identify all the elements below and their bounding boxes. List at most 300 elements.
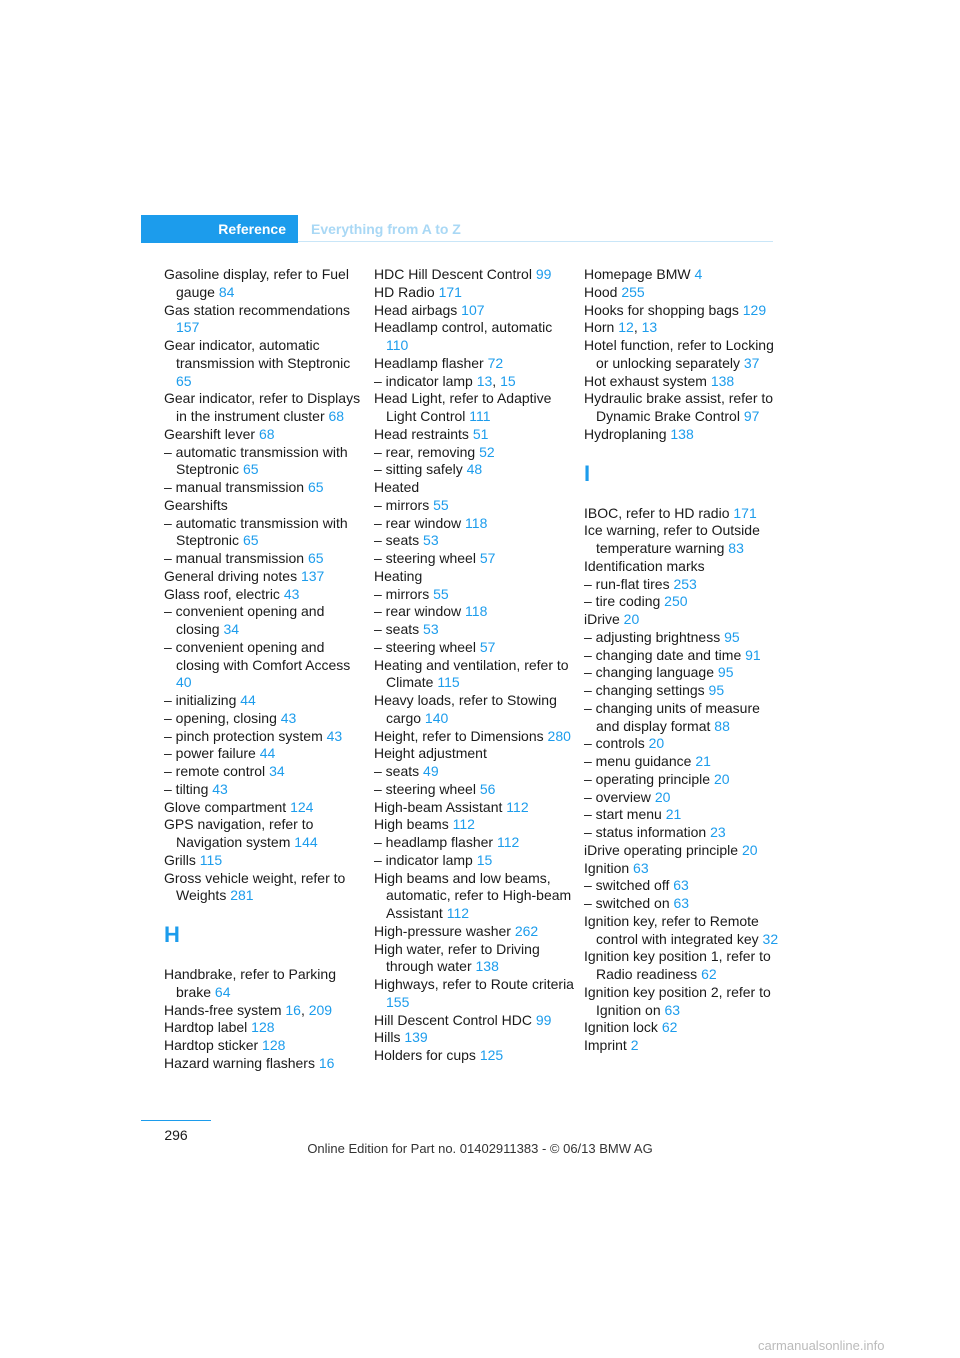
index-entry xyxy=(584,505,784,523)
index-entry xyxy=(374,532,574,550)
index-entry-text: Gas station recommendations xyxy=(164,301,350,318)
index-entry xyxy=(374,639,574,657)
index-entry-text: Head Light, refer to Adaptive Light Control xyxy=(374,390,552,424)
index-entry xyxy=(164,870,364,906)
index-entry-text: Headlamp flasher xyxy=(374,354,484,371)
page-reference-link[interactable]: 95 xyxy=(717,664,734,681)
index-entry xyxy=(164,763,364,781)
page-reference-link[interactable]: 62 xyxy=(661,1019,678,1036)
index-entry-text: – tilting xyxy=(164,780,209,797)
index-entry-text: – mirrors xyxy=(374,585,430,602)
index-entry-text: – controls xyxy=(584,735,645,752)
index-entry-text: Hands-free system xyxy=(164,1001,282,1018)
page-reference-link[interactable]: 20 xyxy=(648,735,665,752)
index-entry xyxy=(584,664,784,682)
index-entry-text: IBOC, refer to HD radio xyxy=(584,504,730,521)
page-reference-link[interactable]: 4 xyxy=(694,266,703,282)
header-rule xyxy=(298,241,773,242)
index-entry xyxy=(164,692,364,710)
index-entry-text: – headlamp flasher xyxy=(374,834,494,850)
index-entry-text: – adjusting brightness xyxy=(584,628,721,645)
index-letter-heading: H xyxy=(164,922,180,947)
index-entry xyxy=(374,870,574,923)
index-entry xyxy=(374,1012,574,1030)
index-entry xyxy=(584,789,784,807)
index-letter-heading: I xyxy=(584,460,591,486)
watermark: carmanualsonline.info xyxy=(758,1338,885,1353)
index-entry-text: – automatic transmission with Steptronic xyxy=(164,514,348,549)
page-reference-link[interactable]: 65 xyxy=(307,479,324,495)
index-entry-text: iDrive xyxy=(584,611,620,627)
index-entry-text: – convenient opening and closing with Comfort Access xyxy=(164,638,351,673)
page-reference-link[interactable]: 111 xyxy=(469,408,491,424)
index-entry xyxy=(374,355,574,373)
index-entry-text: Glass roof, electric xyxy=(164,585,280,602)
index-entry-text: Grills xyxy=(164,851,196,868)
index-entry xyxy=(374,799,574,817)
index-entry xyxy=(374,621,574,639)
index-entry xyxy=(164,728,364,746)
page-reference-link[interactable]: 118 xyxy=(465,514,488,531)
page-reference-link[interactable]: 43 xyxy=(326,727,343,744)
index-entry-text: – switched off xyxy=(584,877,670,894)
page-reference-link[interactable]: 63 xyxy=(673,895,690,911)
index-entry-text: – pinch protection system xyxy=(164,727,323,744)
page-reference-link[interactable]: 128 xyxy=(251,1019,275,1036)
index-entry xyxy=(584,877,784,895)
page-reference-link[interactable]: 57 xyxy=(479,550,496,566)
index-entry-text: Hill Descent Control HDC xyxy=(374,1011,532,1028)
index-entry xyxy=(584,337,784,373)
page-reference-link[interactable]: 56 xyxy=(479,780,496,797)
index-entry-text: – indicator lamp xyxy=(374,851,473,868)
page-reference-link[interactable]: 112 xyxy=(446,905,470,921)
index-entry-text: Headlamp control, automatic xyxy=(374,319,553,336)
page-reference-link[interactable]: 129 xyxy=(742,301,767,318)
index-entry-text: Hydroplaning xyxy=(584,425,667,442)
index-entry xyxy=(374,834,574,852)
page-reference-link[interactable]: 138 xyxy=(670,425,694,442)
index-entry xyxy=(584,771,784,789)
index-entry xyxy=(374,444,574,462)
index-entry xyxy=(164,745,364,763)
page-reference-link[interactable]: 43 xyxy=(280,709,297,726)
edition-footer: Online Edition for Part no. 01402911383 - © 06/13 BMW AG xyxy=(307,1141,653,1156)
index-entry-text: General driving notes xyxy=(164,567,298,584)
page-reference-link[interactable]: 63 xyxy=(673,877,689,894)
page-reference-link[interactable]: 52 xyxy=(479,443,495,460)
page-reference-link[interactable]: 48 xyxy=(466,461,483,478)
index-entry xyxy=(164,1019,364,1037)
page-reference-link[interactable]: 20 xyxy=(623,611,640,627)
page-reference-link[interactable]: 21 xyxy=(665,806,682,823)
index-entry xyxy=(374,852,574,870)
page-reference-link[interactable]: 49 xyxy=(423,763,439,779)
index-entry-text: Hardtop sticker xyxy=(164,1037,259,1053)
index-entry-text: High beams xyxy=(374,816,449,833)
page-reference-link[interactable]: 140 xyxy=(424,709,449,726)
index-entry-text: Ignition key position 1, refer to Radio readiness xyxy=(584,948,771,982)
page-reference-link[interactable]: 44 xyxy=(240,692,256,708)
page-reference-link[interactable]: 63 xyxy=(633,859,649,876)
index-entry-text: Hardtop label xyxy=(164,1019,248,1036)
index-entry-text: – manual transmission xyxy=(164,479,305,495)
page-reference-link[interactable]: 34 xyxy=(269,763,285,779)
index-entry-text: Hot exhaust system xyxy=(584,372,707,389)
index-entry-text: Homepage BMW xyxy=(584,266,691,282)
index-entry-text: Gear indicator, refer to Displays in the instrument cluster xyxy=(164,390,361,424)
page-reference-link[interactable]: 138 xyxy=(475,958,499,975)
index-entry: Horn 12, 13 xyxy=(584,319,658,336)
index-entry xyxy=(374,390,574,426)
page-reference-link[interactable]: 253 xyxy=(673,575,697,592)
index-entry xyxy=(374,763,574,781)
index-entry-text: – remote control xyxy=(164,763,266,779)
index-entry-text: – overview xyxy=(584,788,651,805)
page-reference-link[interactable]: 138 xyxy=(710,372,735,389)
index-entry-text: High-pressure washer xyxy=(374,922,511,939)
index-entry-text: Heavy loads, refer to Stowing cargo xyxy=(374,692,557,726)
page-reference-link[interactable]: 37 xyxy=(743,354,760,371)
index-entry-text: Head restraints xyxy=(374,425,469,442)
index-entry xyxy=(374,302,574,320)
index-entry-text: High water, refer to Driving through water xyxy=(374,940,540,975)
index-entry xyxy=(164,390,364,426)
page-reference-link[interactable]: 2 xyxy=(630,1037,639,1053)
index-entry-text: – steering wheel xyxy=(374,638,476,655)
index-entry-text: GPS navigation, refer to Navigation system xyxy=(164,816,314,850)
page-reference-link[interactable]: 255 xyxy=(621,283,645,300)
index-entry xyxy=(164,639,364,692)
index-entry xyxy=(164,852,364,870)
index-entry xyxy=(374,976,574,1012)
page-reference-link[interactable]: 65 xyxy=(307,550,324,566)
page-reference-link[interactable]: 40 xyxy=(176,674,192,691)
index-entry-text: – rear window xyxy=(374,603,462,620)
index-entry xyxy=(164,426,364,444)
page-reference-link[interactable]: 281 xyxy=(230,887,254,904)
index-entry xyxy=(164,781,364,799)
index-entry-text: Gross vehicle weight, refer to Weights xyxy=(164,869,346,904)
page-reference-link[interactable]: 171 xyxy=(733,504,757,521)
index-entry xyxy=(164,568,364,586)
index-entry xyxy=(164,603,364,639)
index-entry-text: – steering wheel xyxy=(374,550,476,566)
page-reference-link[interactable]: 16 xyxy=(285,1001,301,1018)
index-entry xyxy=(164,550,364,568)
index-entry-text: Heated xyxy=(374,479,420,495)
page-reference-link[interactable]: 84 xyxy=(218,283,235,300)
index-entry-text: – menu guidance xyxy=(584,753,692,769)
index-entry-text: HD Radio xyxy=(374,283,435,300)
index-entry-text: – changing units of measure and display format xyxy=(584,699,760,734)
index-entry-text: Glove compartment xyxy=(164,798,287,815)
page-reference-link[interactable]: 83 xyxy=(728,540,744,556)
index-entry xyxy=(584,284,784,302)
index-entry-text: – automatic transmission with Steptronic xyxy=(164,443,348,478)
index-entry-text: – steering wheel xyxy=(374,780,476,797)
page-header xyxy=(141,215,773,243)
index-entry xyxy=(164,302,364,338)
index-entry-text: Height, refer to Dimensions xyxy=(374,727,544,744)
page-reference-link[interactable]: 95 xyxy=(708,682,725,698)
index-entry xyxy=(374,657,574,693)
index-entry xyxy=(374,1047,574,1065)
page-reference-link[interactable]: 128 xyxy=(262,1037,286,1053)
index-entry xyxy=(374,319,574,355)
index-entry xyxy=(374,692,574,728)
page-reference-link[interactable]: 115 xyxy=(437,674,460,691)
index-entry-text: – rear, removing xyxy=(374,443,476,460)
index-entry-text: – seats xyxy=(374,621,420,637)
index-entry xyxy=(584,895,784,913)
page-reference-link[interactable]: 124 xyxy=(290,798,314,815)
index-entry xyxy=(584,302,784,320)
index-entry xyxy=(584,824,784,842)
index-entry-text: – changing date and time xyxy=(584,646,742,663)
index-entry xyxy=(374,781,574,799)
page-reference-link[interactable]: 51 xyxy=(472,425,489,442)
index-entry xyxy=(584,593,784,611)
index-entry xyxy=(584,611,784,629)
page-reference-link[interactable]: 110 xyxy=(386,337,409,353)
index-entry-text: Ignition lock xyxy=(584,1019,658,1036)
index-entry-text: Identification marks xyxy=(584,557,705,574)
index-entry-text: Height adjustment xyxy=(374,745,487,762)
index-entry-text: High-beam Assistant xyxy=(374,798,503,815)
index-entry-text: – operating principle xyxy=(584,770,711,787)
chapter-title: Everything from A to Z xyxy=(311,221,461,237)
page-reference-link[interactable]: 12 xyxy=(618,319,634,336)
index-entry xyxy=(374,586,574,604)
page-reference-link[interactable]: 144 xyxy=(294,834,318,850)
index-entry-text: Hills xyxy=(374,1029,401,1046)
page-reference-link[interactable]: 20 xyxy=(713,770,730,787)
page-reference-link[interactable]: 65 xyxy=(176,372,192,389)
page-reference-link[interactable]: 72 xyxy=(487,354,504,371)
page-reference-link[interactable]: 23 xyxy=(710,824,726,840)
index-entry-text: – start menu xyxy=(584,806,662,823)
index-entry-text: – power failure xyxy=(164,745,256,762)
index-entry xyxy=(374,284,574,302)
index-entry: – indicator lamp 13, 15 xyxy=(374,372,516,389)
page-reference-link[interactable]: 171 xyxy=(438,283,462,300)
page-reference-link[interactable]: 44 xyxy=(259,745,276,762)
index-entry xyxy=(584,1037,784,1055)
index-entry xyxy=(374,550,574,568)
index-entry-text: Imprint xyxy=(584,1037,627,1053)
page-reference-link[interactable]: 13 xyxy=(641,319,658,336)
page-reference-link[interactable]: 88 xyxy=(714,717,730,734)
page-reference-link[interactable]: 63 xyxy=(664,1001,681,1018)
page-reference-link[interactable]: 99 xyxy=(535,266,552,282)
index-entry-text: – initializing xyxy=(164,692,237,708)
index-entry xyxy=(584,735,784,753)
index-entry-text: – seats xyxy=(374,532,420,549)
page-reference-link[interactable]: 112 xyxy=(496,834,520,850)
page-reference-link[interactable]: 95 xyxy=(724,628,740,645)
index-entry-text: Gasoline display, refer to Fuel gauge xyxy=(164,266,349,300)
index-entry-text: HDC Hill Descent Control xyxy=(374,266,532,282)
index-entry xyxy=(374,515,574,533)
index-entry xyxy=(164,479,364,497)
page-number: 296 xyxy=(164,1127,188,1143)
page-reference-link[interactable]: 157 xyxy=(176,319,200,336)
page-reference-link[interactable]: 280 xyxy=(547,727,571,744)
page-reference-link[interactable]: 13 xyxy=(476,372,493,389)
page-reference-link[interactable]: 91 xyxy=(745,646,761,663)
index-entry-text: Hooks for shopping bags xyxy=(584,301,739,318)
index-entry xyxy=(164,966,364,1002)
index-entry xyxy=(374,923,574,941)
index-entry-text: – changing language xyxy=(584,664,715,681)
index-entry-text: High beams and low beams, automatic, refer to High-beam Assistant xyxy=(374,869,572,921)
index-entry xyxy=(164,266,364,302)
index-entry xyxy=(374,1029,574,1047)
index-entry xyxy=(164,816,364,852)
index-entry xyxy=(164,337,364,390)
index-entry-text: – changing settings xyxy=(584,682,705,698)
page-reference-link[interactable]: 68 xyxy=(328,408,345,424)
page-reference-link[interactable]: 118 xyxy=(465,603,488,620)
index-entry xyxy=(584,629,784,647)
page-reference-link[interactable]: 99 xyxy=(535,1011,552,1028)
index-entry xyxy=(164,444,364,480)
index-entry-text: Hotel function, refer to Locking or unlocking separately xyxy=(584,337,774,371)
page-reference-link[interactable]: 21 xyxy=(695,753,711,769)
index-entry-text: – opening, closing xyxy=(164,709,277,726)
page-reference-link[interactable]: 250 xyxy=(664,593,688,610)
index-entry xyxy=(164,497,364,515)
page-reference-link[interactable]: 97 xyxy=(743,408,760,424)
index-entry-text: – sitting safely xyxy=(374,461,463,478)
index-entry xyxy=(584,373,784,391)
index-entry-text: Handbrake, refer to Parking brake xyxy=(164,966,336,1000)
index-column-2 xyxy=(374,266,574,1065)
index-entry xyxy=(374,745,574,763)
page-reference-link[interactable]: 15 xyxy=(476,851,493,868)
page-reference-link[interactable]: 155 xyxy=(386,993,410,1010)
index-entry-text: Heating xyxy=(374,567,423,584)
index-entry xyxy=(374,497,574,515)
index-entry-text: Ice warning, refer to Outside temperature warning xyxy=(584,522,760,556)
page-reference-link[interactable]: 107 xyxy=(461,301,485,318)
index-entry xyxy=(584,647,784,665)
page-reference-link[interactable]: 53 xyxy=(423,621,439,637)
page-reference-link[interactable]: 57 xyxy=(479,638,496,655)
index-entry-text: Horn xyxy=(584,319,615,336)
page-reference-link[interactable]: 262 xyxy=(514,922,539,939)
page-reference-link[interactable]: 55 xyxy=(433,585,449,602)
page-reference-link[interactable]: 16 xyxy=(318,1054,335,1071)
index-entry-text: – convenient opening and closing xyxy=(164,603,325,637)
index-entry xyxy=(584,1019,784,1037)
page-reference-link[interactable]: 209 xyxy=(308,1001,333,1018)
index-entry xyxy=(584,842,784,860)
index-entry xyxy=(584,390,784,426)
index-entry-text: – seats xyxy=(374,763,420,779)
index-entry xyxy=(374,426,574,444)
index-entry-text: Ignition key, refer to Remote control with integrated key xyxy=(584,912,759,947)
page-reference-link[interactable]: 34 xyxy=(223,621,240,637)
index-entry-text: – rear window xyxy=(374,514,462,531)
index-entry-text: Hood xyxy=(584,283,618,300)
index-entry xyxy=(584,753,784,771)
index-entry xyxy=(164,799,364,817)
page-reference-link[interactable]: 53 xyxy=(423,532,439,549)
index-entry xyxy=(374,461,574,479)
index-entry-text: – switched on xyxy=(584,895,670,911)
index-entry xyxy=(584,700,784,736)
page-reference-link[interactable]: 43 xyxy=(283,585,300,602)
page-reference-link[interactable]: 32 xyxy=(762,930,779,947)
index-entry-text: – tire coding xyxy=(584,593,661,610)
index-entry-text: Holders for cups xyxy=(374,1047,476,1063)
index-entry xyxy=(164,515,364,551)
page-reference-link[interactable]: 137 xyxy=(300,567,325,584)
index-entry xyxy=(584,682,784,700)
page-reference-link[interactable]: 20 xyxy=(654,788,671,805)
page-reference-link[interactable]: 65 xyxy=(242,461,259,478)
index-entry-text: Gear indicator, automatic transmission with Steptronic xyxy=(164,337,351,371)
index-column-1 xyxy=(164,266,364,1073)
index-entry-text: – mirrors xyxy=(374,496,430,513)
page-reference-link[interactable]: 62 xyxy=(701,966,717,982)
index-entry xyxy=(374,728,574,746)
index-entry-text: Gearshifts xyxy=(164,496,228,513)
index-entry xyxy=(584,266,784,284)
page-reference-link[interactable]: 68 xyxy=(258,425,275,442)
page-reference-link[interactable]: 20 xyxy=(741,841,758,858)
index-entry-text: – indicator lamp xyxy=(374,372,473,389)
index-entry xyxy=(584,806,784,824)
index-entry xyxy=(584,860,784,878)
page-reference-link[interactable]: 15 xyxy=(500,372,516,389)
page-reference-link[interactable]: 139 xyxy=(404,1029,428,1046)
index-entry xyxy=(584,426,784,444)
index-entry xyxy=(374,479,574,497)
page-reference-link[interactable]: 112 xyxy=(452,816,475,833)
index-entry: Hands-free system 16, 209 xyxy=(164,1001,333,1018)
index-entry-text: Gearshift lever xyxy=(164,425,256,442)
index-entry-text: Head airbags xyxy=(374,301,458,318)
index-entry xyxy=(374,603,574,621)
index-entry xyxy=(584,576,784,594)
index-entry xyxy=(374,816,574,834)
index-entry xyxy=(584,984,784,1020)
index-entry xyxy=(374,941,574,977)
index-entry-text: Ignition xyxy=(584,859,630,876)
index-entry-text: Hydraulic brake assist, refer to Dynamic Brake Control xyxy=(584,390,774,424)
index-entry xyxy=(164,586,364,604)
index-entry xyxy=(584,522,784,558)
page-reference-link[interactable]: 43 xyxy=(212,780,228,797)
index-entry xyxy=(374,568,574,586)
index-entry xyxy=(374,266,574,284)
page-reference-link[interactable]: 64 xyxy=(214,983,231,1000)
page-reference-link[interactable]: 125 xyxy=(479,1047,504,1063)
page-reference-link[interactable]: 112 xyxy=(506,798,529,815)
index-entry-text: Heating and ventilation, refer to Climate xyxy=(374,656,569,691)
page-reference-link[interactable]: 55 xyxy=(433,496,449,513)
index-entry xyxy=(584,948,784,984)
page-reference-link[interactable]: 115 xyxy=(199,851,223,868)
index-entry-text: Ignition key position 2, refer to Ignition on xyxy=(584,983,771,1018)
section-tab: Reference xyxy=(141,215,298,243)
page-reference-link[interactable]: 65 xyxy=(242,532,259,549)
index-entry xyxy=(164,1055,364,1073)
index-entry xyxy=(584,913,784,949)
